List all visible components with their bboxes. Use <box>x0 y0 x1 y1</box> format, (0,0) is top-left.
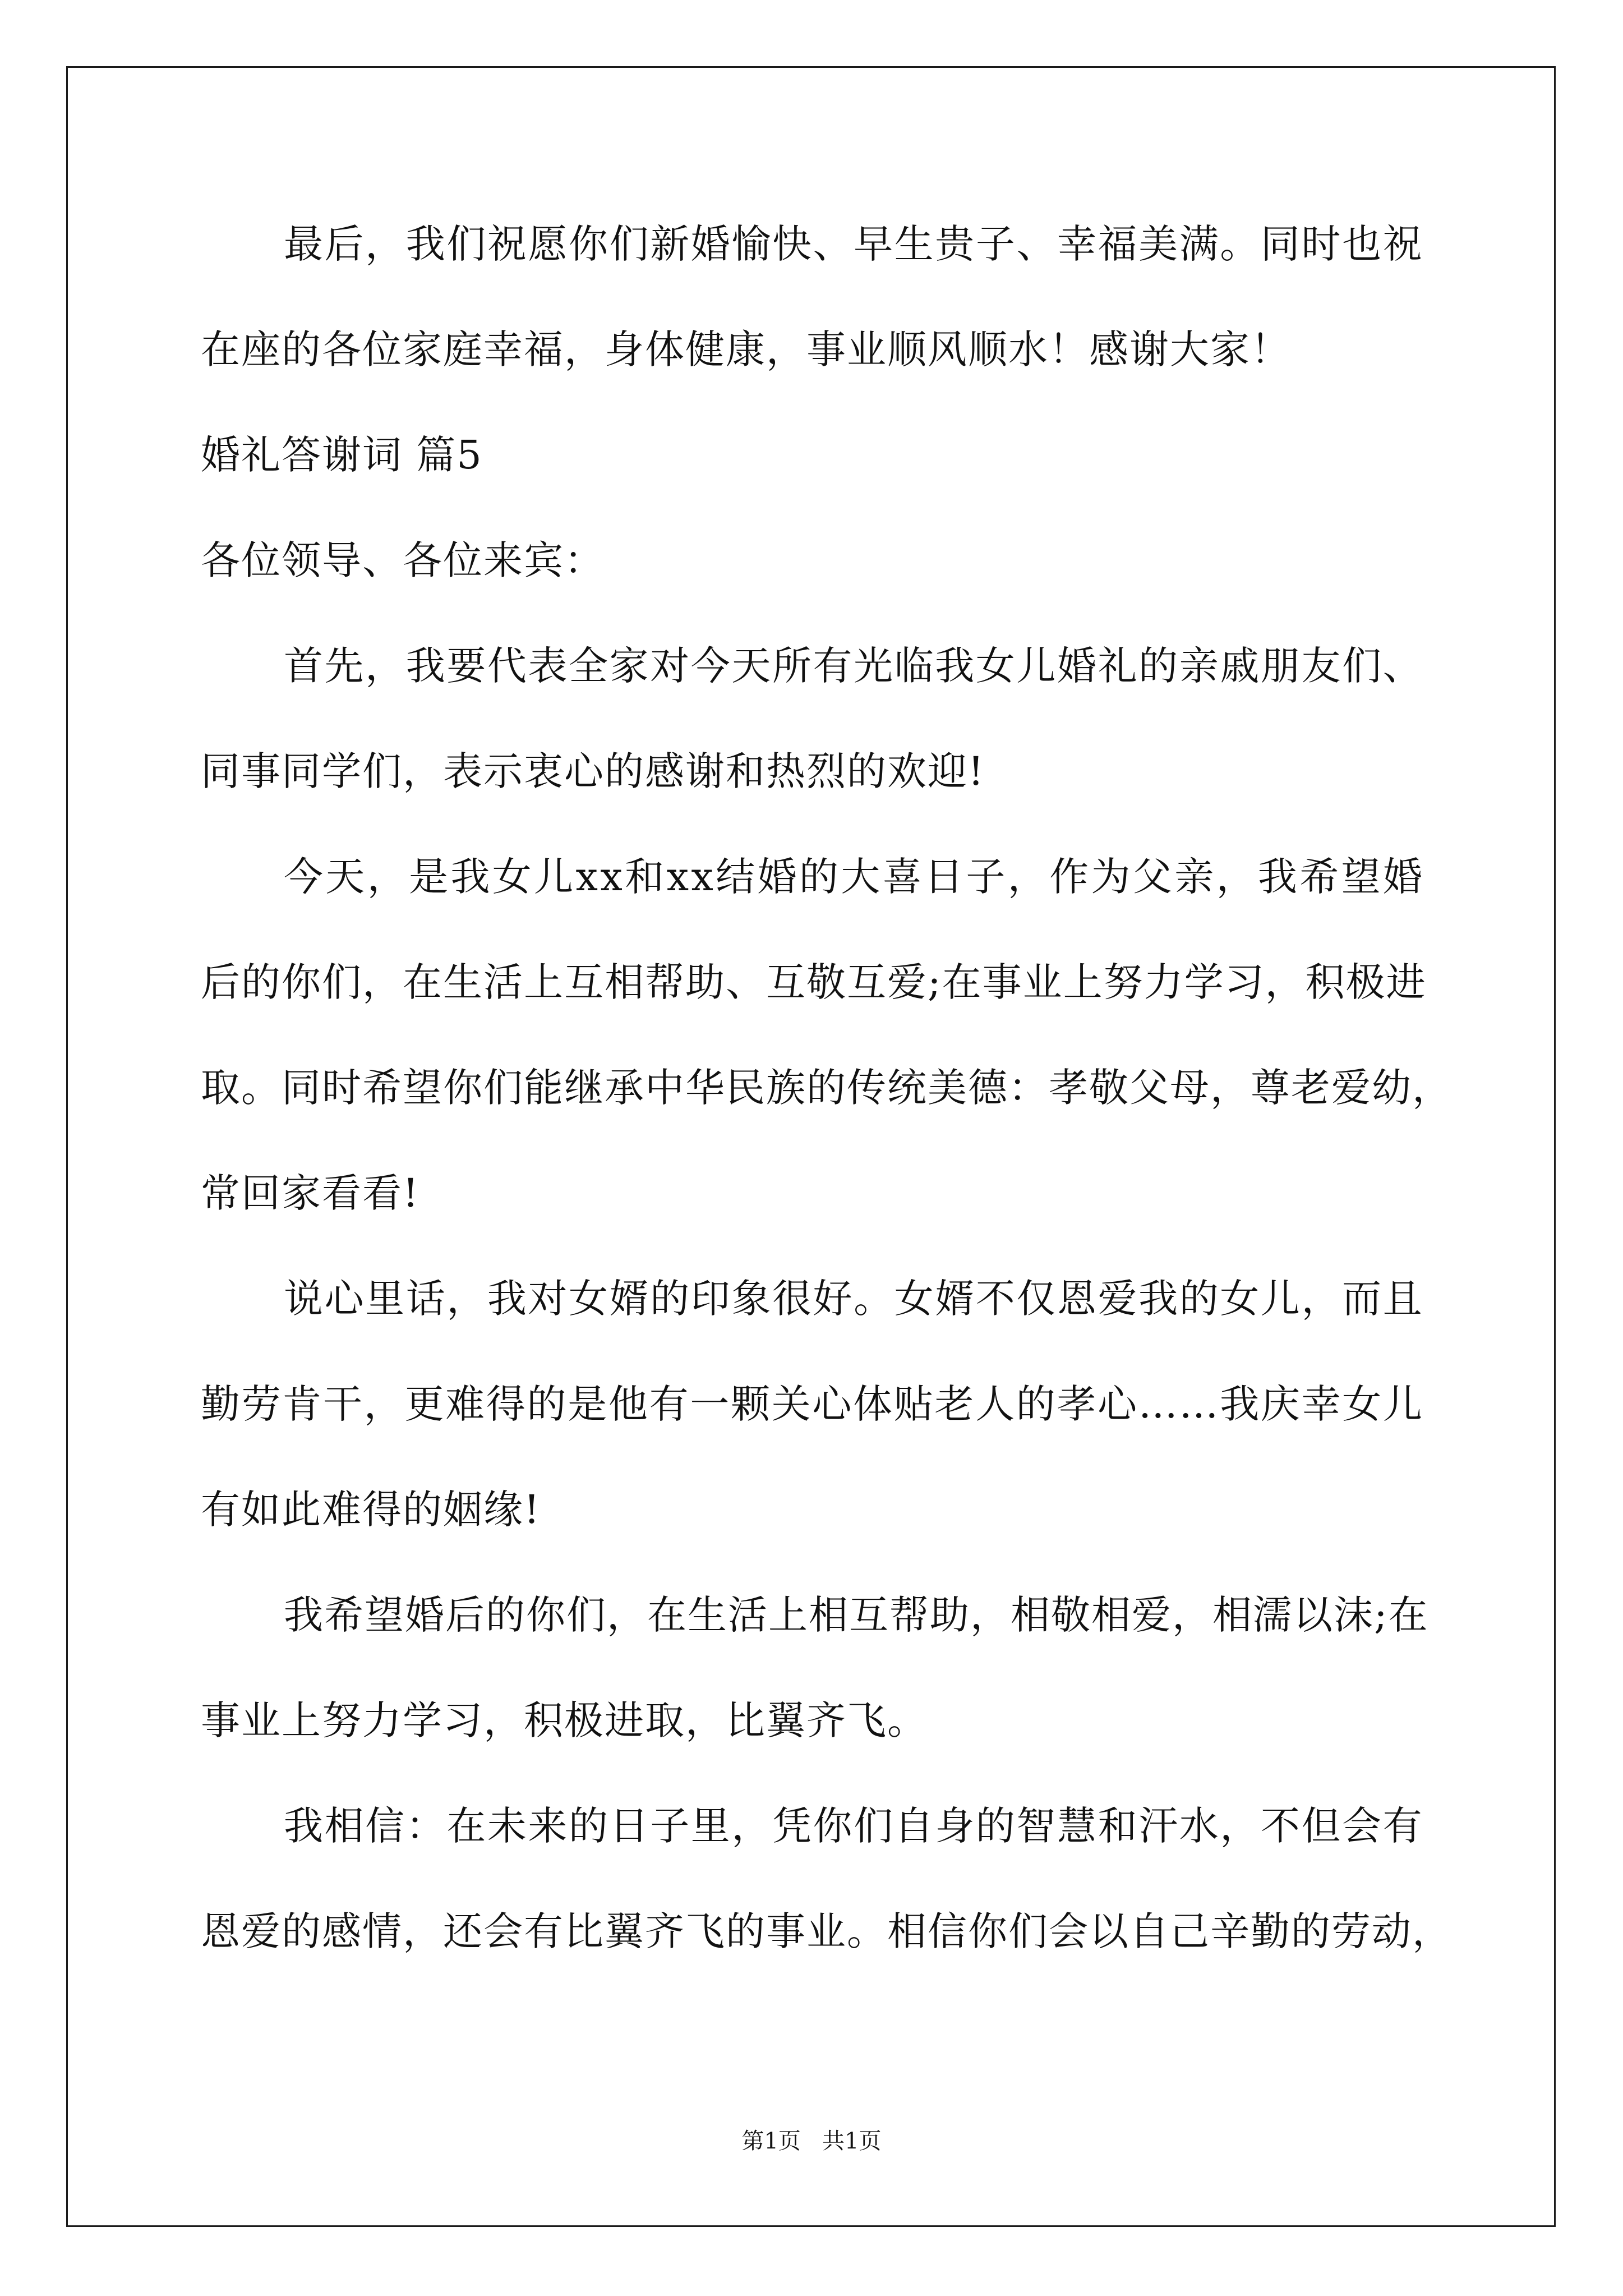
paragraph-gap <box>201 1218 1423 1273</box>
paragraph <box>201 852 1453 1218</box>
paragraph <box>201 1801 1453 1957</box>
text-line: 首 先 ， 我 要 代 表 全 家 对 今 天 所 有 光 临 我 女 儿 婚 礼 的 亲 戚 朋 友 们 、 <box>284 643 1423 689</box>
text-line: 婚礼答谢词 篇5 <box>201 432 483 478</box>
paragraph <box>201 641 1423 797</box>
text-line: 在座的各位家庭幸福，身体健康，事业顺风顺水！感谢大家！ <box>201 326 1291 372</box>
paragraph <box>201 1273 1423 1535</box>
line-gap <box>201 691 1423 746</box>
text-line: 各位领导、各位来宾： <box>201 537 605 583</box>
paragraph <box>201 219 1423 375</box>
text-line: 最 后 ， 我 们 祝 愿 你 们 新 婚 愉 快 、 早 生 贵 子 、 幸 福 美 满 。 同 时 也 祝 <box>284 221 1423 267</box>
text-line: 常回家看看! <box>201 1170 420 1216</box>
text-line: 后 的 你 们 ， 在 生 活 上 互 相 帮 助 、 互 敬 互 爱 ; 在 事 业 上 努 力 学 习 ， 积 极 进 <box>201 959 1427 1005</box>
paragraph-gap <box>201 586 1423 641</box>
text-line: 我 相 信 ： 在 未 来 的 日 子 里 ， 凭 你 们 自 身 的 智 慧 和 汗 水 ， 不 但 会 有 <box>284 1803 1423 1849</box>
text-line: 今 天 ， 是 我 女 儿 x x 和 x x 结 婚 的 大 喜 日 子 ， 作 为 父 亲 ， 我 希 望 婚 <box>284 854 1423 900</box>
text-line: 恩爱的感情，还会有比翼齐飞的事业。相信你们会以自己辛勤的劳动， <box>201 1908 1453 1954</box>
line-gap <box>201 1113 1423 1168</box>
line-gap <box>201 1851 1423 1906</box>
text-line: 勤 劳 肯 干 ， 更 难 得 的 是 他 有 一 颗 关 心 体 贴 老 人 的 孝 心 … … 我 庆 幸 女 儿 <box>201 1381 1423 1427</box>
paragraph <box>201 1590 1429 1746</box>
text-line: 我 希 望 婚 后 的 你 们 ， 在 生 活 上 相 互 帮 助 ， 相 敬 相 爱 ， 相 濡 以 沫 ; 在 <box>284 1592 1429 1638</box>
line-gap <box>201 902 1423 957</box>
line-gap <box>201 1429 1423 1484</box>
page-footer: 第1页 共1页 <box>741 2128 882 2154</box>
paragraph-gap <box>201 480 1423 535</box>
paragraph-gap <box>201 1746 1423 1801</box>
line-gap <box>201 1324 1423 1379</box>
line-gap <box>201 1640 1423 1695</box>
text-line: 有如此难得的姻缘! <box>201 1487 541 1533</box>
paragraph-gap <box>201 797 1423 852</box>
line-gap <box>201 1007 1423 1062</box>
line-gap <box>201 269 1423 324</box>
text-line: 取 。 同 时 希 望 你 们 能 继 承 中 华 民 族 的 传 统 美 德 ： 孝 敬 父 母 ， 尊 老 爱 幼 ， <box>201 1065 1453 1111</box>
section-heading <box>201 430 1423 480</box>
paragraph-gap <box>201 1535 1423 1590</box>
text-line: 事业上努力学习，积极进取，比翼齐飞。 <box>201 1697 928 1743</box>
paragraph-gap <box>201 375 1423 430</box>
text-line: 同事同学们，表示衷心的感谢和热烈的欢迎! <box>201 748 985 794</box>
text-line: 说 心 里 话 ， 我 对 女 婿 的 印 象 很 好 。 女 婿 不 仅 恩 爱 我 的 女 儿 ， 而 且 <box>284 1276 1423 1322</box>
salutation <box>201 535 1423 586</box>
document-body <box>201 219 1453 1957</box>
